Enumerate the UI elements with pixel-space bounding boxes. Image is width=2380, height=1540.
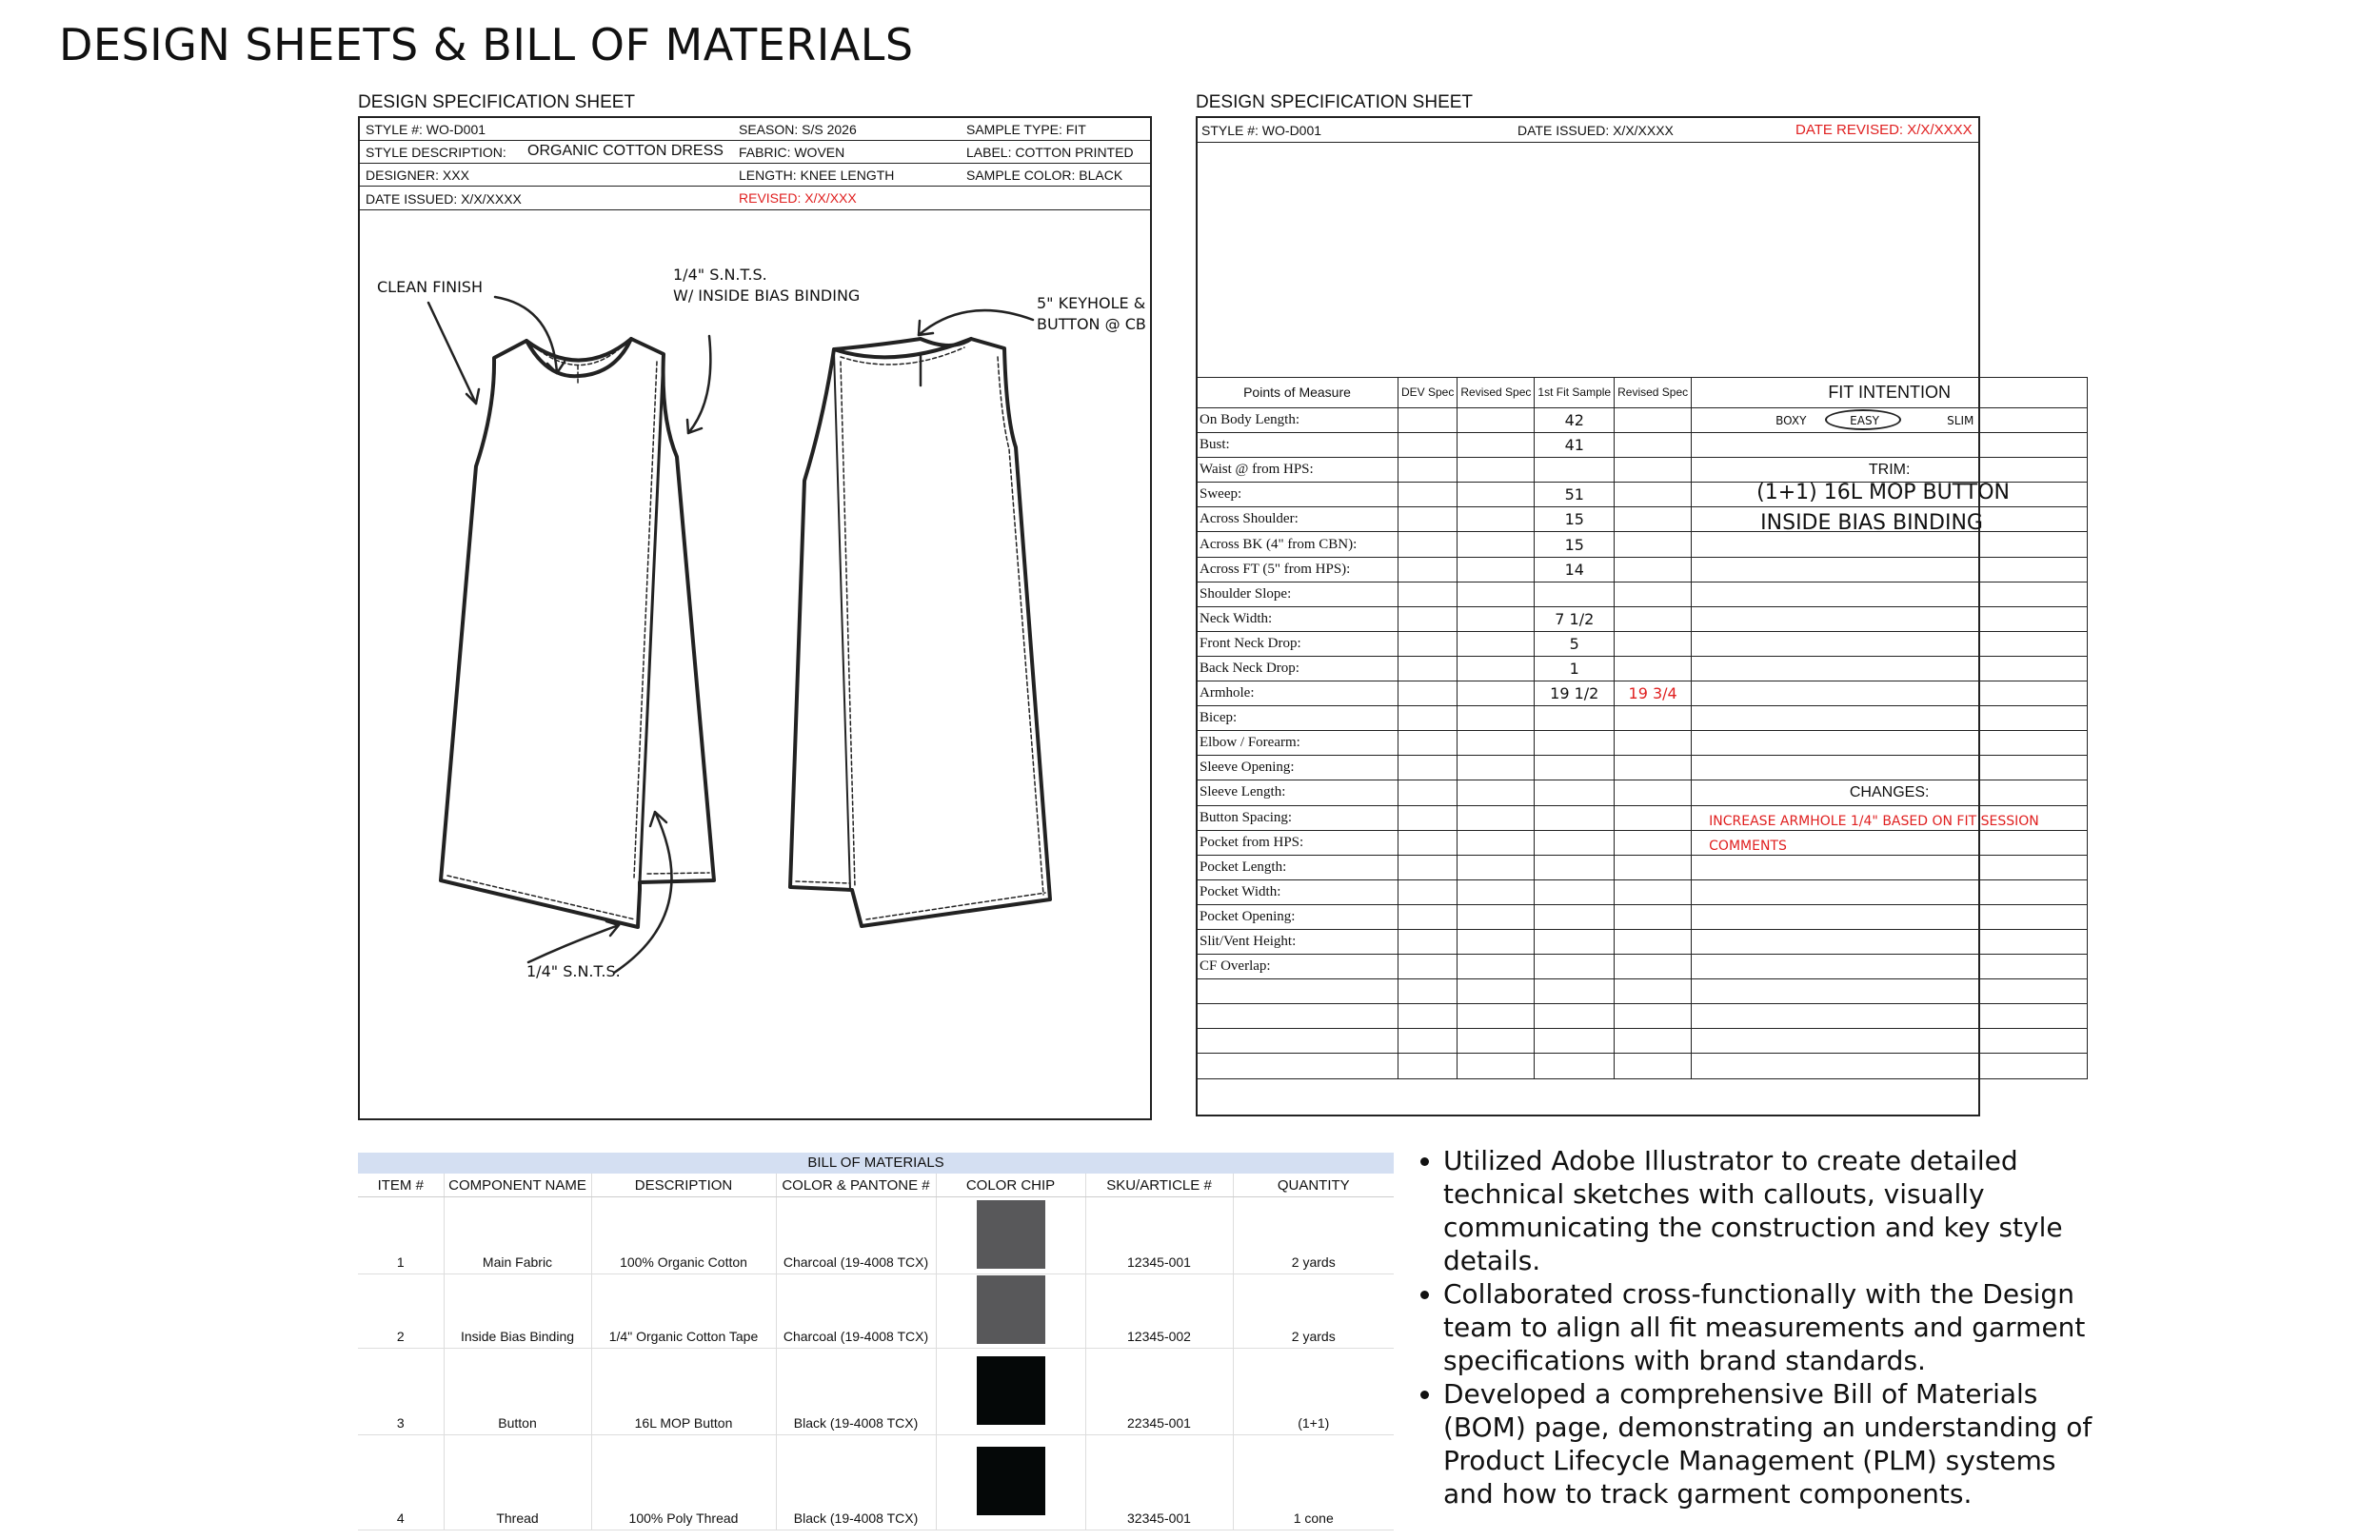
- side-panel-cell: [1692, 756, 2088, 780]
- col-revised-spec-2: Revised Spec: [1615, 378, 1692, 408]
- col-dev-spec: DEV Spec: [1398, 378, 1458, 408]
- left-sheet-label: DESIGN SPECIFICATION SHEET: [358, 92, 636, 112]
- pom-value-fit: 14: [1535, 557, 1615, 582]
- changes-title: CHANGES:: [1849, 783, 1930, 800]
- side-panel-cell: [1692, 483, 2088, 507]
- bom-sku: 32345-001: [1085, 1435, 1233, 1530]
- pom-row: [1197, 830, 2088, 855]
- pom-value-rev: [1458, 606, 1535, 631]
- bom-item: 4: [358, 1435, 444, 1530]
- side-panel-cell: [1692, 631, 2088, 656]
- callout-keyhole-line2: BUTTON @ CB: [1037, 315, 1146, 333]
- pom-value-rev2: [1615, 606, 1692, 631]
- pom-value-dev: [1398, 731, 1458, 756]
- bom-description: 100% Poly Thread: [591, 1435, 776, 1530]
- pom-value-fit: 19 1/2: [1535, 681, 1615, 706]
- pom-value-rev2: [1615, 731, 1692, 756]
- pom-value-dev: [1398, 904, 1458, 929]
- col-revised-spec: Revised Spec: [1458, 378, 1535, 408]
- season: SEASON: S/S 2026: [739, 122, 857, 137]
- side-panel-cell: [1692, 731, 2088, 756]
- pom-value-rev: [1458, 731, 1535, 756]
- color-chip-cell: [936, 1197, 1085, 1274]
- bom-header: COLOR CHIP: [936, 1174, 1085, 1197]
- pom-name: Front Neck Drop:: [1197, 631, 1398, 656]
- pom-value-rev: [1458, 855, 1535, 879]
- pom-name: Bicep:: [1197, 706, 1398, 731]
- pom-value-dev: [1398, 433, 1458, 458]
- pom-row: [1197, 582, 2088, 606]
- bom-sku: 12345-002: [1085, 1274, 1233, 1349]
- bom-color: Charcoal (19-4008 TCX): [776, 1197, 936, 1274]
- pom-value-dev: [1398, 532, 1458, 557]
- fit-option-easy: EASY: [1850, 414, 1879, 427]
- pom-value-rev2: [1615, 805, 1692, 830]
- pom-value-dev: [1398, 631, 1458, 656]
- summary-bullet: • Utilized Adobe Illustrator to create detailed technical sketches with callouts, visually communicating the construction and key style details.: [1443, 1144, 2106, 1277]
- color-chip-cell: [936, 1435, 1085, 1530]
- pom-name: Back Neck Drop:: [1197, 656, 1398, 681]
- bill-of-materials: [358, 1153, 1394, 1530]
- label-type: LABEL: COTTON PRINTED: [966, 145, 1134, 160]
- side-panel-cell: [1692, 879, 2088, 904]
- pom-row: [1197, 879, 2088, 904]
- pom-value-rev2: [1615, 780, 1692, 805]
- pom-value-rev: [1458, 805, 1535, 830]
- pom-value-dev: [1398, 979, 1458, 1004]
- pom-value-fit: [1535, 805, 1615, 830]
- pom-value-fit: 15: [1535, 532, 1615, 557]
- pom-value-rev2: [1615, 929, 1692, 954]
- bom-qty: 2 yards: [1233, 1197, 1394, 1274]
- style-number: STYLE #: WO-D001: [366, 122, 486, 137]
- side-panel-cell: [1692, 458, 2088, 483]
- pom-value-dev: [1398, 606, 1458, 631]
- dress-sketches: [358, 228, 1152, 1009]
- pom-row: [1197, 408, 2088, 433]
- pom-value-rev: [1458, 656, 1535, 681]
- bom-item: 1: [358, 1197, 444, 1274]
- bom-sku: 12345-001: [1085, 1197, 1233, 1274]
- bom-header: DESCRIPTION: [591, 1174, 776, 1197]
- bom-color: Black (19-4008 TCX): [776, 1349, 936, 1435]
- pom-value-rev: [1458, 582, 1535, 606]
- pom-value-rev: [1458, 557, 1535, 582]
- side-panel-cell: [1692, 979, 2088, 1004]
- callout-snts-bias-line1: 1/4" S.N.T.S.: [673, 266, 767, 284]
- pom-row: [1197, 904, 2088, 929]
- pom-value-fit: [1535, 731, 1615, 756]
- pom-value-dev: [1398, 855, 1458, 879]
- pom-value-rev: [1458, 681, 1535, 706]
- pom-row: [1197, 557, 2088, 582]
- pom-value-rev2: [1615, 408, 1692, 433]
- pom-value-dev: [1398, 879, 1458, 904]
- pom-value-fit: [1535, 458, 1615, 483]
- pom-row: [1197, 805, 2088, 830]
- bom-qty: (1+1): [1233, 1349, 1394, 1435]
- pom-row: [1197, 1054, 2088, 1078]
- pom-value-fit: [1535, 879, 1615, 904]
- pom-value-fit: [1535, 1054, 1615, 1078]
- side-panel-cell: [1692, 904, 2088, 929]
- pom-value-rev2: [1615, 433, 1692, 458]
- pom-value-fit: 15: [1535, 507, 1615, 532]
- pom-name: Sleeve Opening:: [1197, 756, 1398, 780]
- sample-type: SAMPLE TYPE: FIT: [966, 122, 1086, 137]
- pom-value-rev: [1458, 955, 1535, 979]
- pom-row: [1197, 656, 2088, 681]
- pom-value-rev: [1458, 780, 1535, 805]
- sample-color: SAMPLE COLOR: BLACK: [966, 168, 1123, 183]
- trim-title: TRIM:: [1868, 461, 1911, 478]
- pom-value-dev: [1398, 756, 1458, 780]
- side-panel-cell: [1692, 706, 2088, 731]
- pom-row: [1197, 731, 2088, 756]
- bom-header: COLOR & PANTONE #: [776, 1174, 936, 1197]
- side-panel-cell: [1692, 656, 2088, 681]
- pom-value-rev: [1458, 1004, 1535, 1029]
- pom-value-fit: [1535, 780, 1615, 805]
- bom-row: [358, 1197, 1394, 1274]
- fit-intention-title: FIT INTENTION: [1692, 378, 2088, 408]
- bom-color: Charcoal (19-4008 TCX): [776, 1274, 936, 1349]
- pom-value-dev: [1398, 1029, 1458, 1054]
- date-issued: DATE ISSUED: X/X/XXXX: [366, 191, 522, 207]
- side-panel-cell: [1692, 929, 2088, 954]
- summary-bullet: • Collaborated cross-functionally with the Design team to align all fit measurements and garment specifications with brand standards.: [1443, 1277, 2106, 1377]
- pom-value-rev2: [1615, 557, 1692, 582]
- fit-selected-circle: [1825, 409, 1901, 430]
- pom-name: Button Spacing:: [1197, 805, 1398, 830]
- pom-value-fit: [1535, 979, 1615, 1004]
- style-description-label: STYLE DESCRIPTION:: [366, 145, 506, 160]
- pom-value-dev: [1398, 1054, 1458, 1078]
- pom-name: Across FT (5" from HPS):: [1197, 557, 1398, 582]
- pom-value-rev: [1458, 1054, 1535, 1078]
- pom-value-rev: [1458, 507, 1535, 532]
- side-panel-cell: [1692, 1004, 2088, 1029]
- color-chip-cell: [936, 1274, 1085, 1349]
- pom-value-rev: [1458, 433, 1535, 458]
- pom-value-rev2: [1615, 483, 1692, 507]
- pom-value-fit: [1535, 706, 1615, 731]
- pom-value-fit: 41: [1535, 433, 1615, 458]
- summary-bullet: • Developed a comprehensive Bill of Materials (BOM) page, demonstrating an understanding of Product Lifecycle Management (PLM) systems and how to track garment components.: [1443, 1377, 2106, 1510]
- pom-value-rev2: [1615, 706, 1692, 731]
- pom-name: Across Shoulder:: [1197, 507, 1398, 532]
- pom-row: [1197, 955, 2088, 979]
- bom-row: [358, 1274, 1394, 1349]
- pom-value-rev: [1458, 458, 1535, 483]
- pom-row: [1197, 756, 2088, 780]
- pom-value-fit: [1535, 830, 1615, 855]
- pom-value-rev2: [1615, 1029, 1692, 1054]
- style-description-value: ORGANIC COTTON DRESS: [527, 143, 724, 159]
- bom-qty: 2 yards: [1233, 1274, 1394, 1349]
- pom-name: Across BK (4" from CBN):: [1197, 532, 1398, 557]
- pom-value-dev: [1398, 582, 1458, 606]
- pom-name: Elbow / Forearm:: [1197, 731, 1398, 756]
- trim-item: INSIDE BIAS BINDING: [1760, 511, 1983, 536]
- pom-value-dev: [1398, 557, 1458, 582]
- pom-value-rev2: [1615, 458, 1692, 483]
- page-title: DESIGN SHEETS & BILL OF MATERIALS: [59, 19, 914, 70]
- revised-date: REVISED: X/X/XXX: [739, 190, 857, 206]
- pom-value-dev: [1398, 458, 1458, 483]
- fit-option-slim: SLIM: [1947, 414, 1974, 427]
- bom-component: Inside Bias Binding: [444, 1274, 591, 1349]
- callout-snts-hem: 1/4" S.N.T.S.: [526, 962, 621, 980]
- changes-line2: COMMENTS: [1709, 838, 1787, 854]
- pom-name: Pocket from HPS:: [1197, 830, 1398, 855]
- pom-value-rev: [1458, 904, 1535, 929]
- side-panel-cell: [1692, 532, 2088, 557]
- bom-header: COMPONENT NAME: [444, 1174, 591, 1197]
- pom-value-fit: [1535, 1029, 1615, 1054]
- changes-line1: INCREASE ARMHOLE 1/4" BASED ON FIT SESSION: [1709, 813, 2039, 829]
- pom-value-rev: [1458, 830, 1535, 855]
- color-chip: [977, 1275, 1045, 1344]
- pom-value-rev2: [1615, 979, 1692, 1004]
- pom-value-rev2: [1615, 532, 1692, 557]
- pom-value-rev2: [1615, 855, 1692, 879]
- pom-value-rev2: [1615, 955, 1692, 979]
- front-dress-outline: [441, 339, 714, 927]
- pom-row: [1197, 681, 2088, 706]
- side-panel-cell: [1692, 557, 2088, 582]
- pom-value-dev: [1398, 955, 1458, 979]
- side-panel-cell: [1692, 855, 2088, 879]
- pom-name: On Body Length:: [1197, 408, 1398, 433]
- bom-qty: 1 cone: [1233, 1435, 1394, 1530]
- pom-value-rev: [1458, 756, 1535, 780]
- pom-value-rev: [1458, 879, 1535, 904]
- side-panel-cell: [1692, 408, 2088, 433]
- pom-value-fit: [1535, 929, 1615, 954]
- color-chip: [977, 1356, 1045, 1425]
- pom-row: [1197, 507, 2088, 532]
- pom-name: Sweep:: [1197, 483, 1398, 507]
- pom-row: [1197, 631, 2088, 656]
- pom-row: [1197, 979, 2088, 1004]
- bom-description: 16L MOP Button: [591, 1349, 776, 1435]
- pom-value-dev: [1398, 656, 1458, 681]
- pom-name: CF Overlap:: [1197, 955, 1398, 979]
- pom-value-rev2: [1615, 830, 1692, 855]
- bom-description: 1/4" Organic Cotton Tape: [591, 1274, 776, 1349]
- right-style-number: STYLE #: WO-D001: [1201, 123, 1322, 138]
- pom-name: Pocket Width:: [1197, 879, 1398, 904]
- pom-value-fit: 42: [1535, 408, 1615, 433]
- pom-value-rev2: [1615, 756, 1692, 780]
- callout-keyhole-line1: 5" KEYHOLE &: [1037, 294, 1146, 312]
- summary-bullets: [1401, 1144, 2106, 1510]
- bom-component: Main Fabric: [444, 1197, 591, 1274]
- bom-component: Button: [444, 1349, 591, 1435]
- right-sheet-label: DESIGN SPECIFICATION SHEET: [1196, 92, 1474, 112]
- bom-component: Thread: [444, 1435, 591, 1530]
- pom-name: [1197, 1029, 1398, 1054]
- pom-name: Slit/Vent Height:: [1197, 929, 1398, 954]
- length: LENGTH: KNEE LENGTH: [739, 168, 895, 183]
- pom-value-dev: [1398, 483, 1458, 507]
- pom-value-dev: [1398, 830, 1458, 855]
- pom-value-fit: [1535, 582, 1615, 606]
- pom-value-rev: [1458, 1029, 1535, 1054]
- pom-row: [1197, 929, 2088, 954]
- bom-description: 100% Organic Cotton: [591, 1197, 776, 1274]
- pom-value-rev: [1458, 929, 1535, 954]
- bom-header: ITEM #: [358, 1174, 444, 1197]
- pom-value-rev2: [1615, 879, 1692, 904]
- pom-name: Bust:: [1197, 433, 1398, 458]
- pom-value-rev2: [1615, 656, 1692, 681]
- pom-value-fit: [1535, 904, 1615, 929]
- pom-value-fit: [1535, 1004, 1615, 1029]
- bom-header: QUANTITY: [1233, 1174, 1394, 1197]
- pom-row: [1197, 458, 2088, 483]
- bom-color: Black (19-4008 TCX): [776, 1435, 936, 1530]
- pom-value-rev2: 19 3/4: [1615, 681, 1692, 706]
- pom-value-fit: 51: [1535, 483, 1615, 507]
- callout-snts-bias-line2: W/ INSIDE BIAS BINDING: [673, 286, 861, 305]
- bom-item: 3: [358, 1349, 444, 1435]
- pom-value-dev: [1398, 805, 1458, 830]
- pom-value-rev2: [1615, 1054, 1692, 1078]
- side-panel-cell: [1692, 805, 2088, 830]
- side-panel-cell: [1692, 1054, 2088, 1078]
- pom-value-fit: 1: [1535, 656, 1615, 681]
- pom-name: Sleeve Length:: [1197, 780, 1398, 805]
- pom-value-fit: [1535, 855, 1615, 879]
- pom-row: [1197, 532, 2088, 557]
- pom-value-dev: [1398, 780, 1458, 805]
- bom-item: 2: [358, 1274, 444, 1349]
- pom-name: Waist @ from HPS:: [1197, 458, 1398, 483]
- pom-value-fit: [1535, 955, 1615, 979]
- pom-name: Neck Width:: [1197, 606, 1398, 631]
- col-points-of-measure: Points of Measure: [1197, 378, 1398, 408]
- fit-option-boxy: BOXY: [1775, 414, 1807, 427]
- pom-value-rev: [1458, 706, 1535, 731]
- pom-value-dev: [1398, 1004, 1458, 1029]
- pom-name: Pocket Length:: [1197, 855, 1398, 879]
- pom-value-rev: [1458, 532, 1535, 557]
- bom-sku: 22345-001: [1085, 1349, 1233, 1435]
- pom-value-rev2: [1615, 582, 1692, 606]
- side-panel-cell: [1692, 1029, 2088, 1054]
- bom-header: SKU/ARTICLE #: [1085, 1174, 1233, 1197]
- side-panel-cell: [1692, 582, 2088, 606]
- pom-name: [1197, 1054, 1398, 1078]
- callout-clean-finish: CLEAN FINISH: [377, 278, 483, 296]
- color-chip: [977, 1447, 1045, 1515]
- pom-row: [1197, 433, 2088, 458]
- points-of-measure-table: [1196, 377, 2088, 1079]
- right-date-issued: DATE ISSUED: X/X/XXXX: [1517, 123, 1674, 138]
- pom-value-dev: [1398, 706, 1458, 731]
- side-panel-cell: [1692, 606, 2088, 631]
- pom-value-rev: [1458, 483, 1535, 507]
- pom-value-rev2: [1615, 507, 1692, 532]
- pom-row: [1197, 780, 2088, 805]
- pom-value-rev2: [1615, 904, 1692, 929]
- pom-row: [1197, 483, 2088, 507]
- pom-value-fit: 7 1/2: [1535, 606, 1615, 631]
- pom-name: Armhole:: [1197, 681, 1398, 706]
- side-panel-cell: [1692, 780, 2088, 805]
- color-chip-cell: [936, 1349, 1085, 1435]
- side-panel-cell: [1692, 681, 2088, 706]
- pom-row: [1197, 606, 2088, 631]
- pom-row: [1197, 1029, 2088, 1054]
- pom-row: [1197, 1004, 2088, 1029]
- pom-name: Pocket Opening:: [1197, 904, 1398, 929]
- right-date-revised: DATE REVISED: X/X/XXXX: [1795, 122, 1973, 138]
- pom-value-dev: [1398, 408, 1458, 433]
- pom-value-rev: [1458, 631, 1535, 656]
- pom-value-dev: [1398, 681, 1458, 706]
- side-panel-cell: [1692, 955, 2088, 979]
- pom-value-rev2: [1615, 631, 1692, 656]
- pom-value-rev: [1458, 979, 1535, 1004]
- pom-name: [1197, 979, 1398, 1004]
- bom-row: [358, 1349, 1394, 1435]
- trim-item: (1+1) 16L MOP BUTTON: [1756, 481, 2011, 505]
- side-panel-cell: [1692, 507, 2088, 536]
- pom-row: [1197, 855, 2088, 879]
- pom-value-fit: [1535, 756, 1615, 780]
- pom-value-rev2: [1615, 1004, 1692, 1029]
- pom-value-rev: [1458, 408, 1535, 433]
- designer: DESIGNER: XXX: [366, 168, 469, 183]
- bom-row: [358, 1435, 1394, 1530]
- side-panel-cell: [1692, 433, 2088, 458]
- pom-name: Shoulder Slope:: [1197, 582, 1398, 606]
- col-first-fit-sample: 1st Fit Sample: [1535, 378, 1615, 408]
- side-panel-cell: [1692, 830, 2088, 855]
- pom-value-dev: [1398, 929, 1458, 954]
- pom-row: [1197, 706, 2088, 731]
- pom-name: [1197, 1004, 1398, 1029]
- pom-value-dev: [1398, 507, 1458, 532]
- pom-value-fit: 5: [1535, 631, 1615, 656]
- back-dress-outline: [790, 339, 1050, 926]
- bom-title: BILL OF MATERIALS: [358, 1153, 1394, 1174]
- fabric: FABRIC: WOVEN: [739, 145, 845, 160]
- color-chip: [977, 1200, 1045, 1269]
